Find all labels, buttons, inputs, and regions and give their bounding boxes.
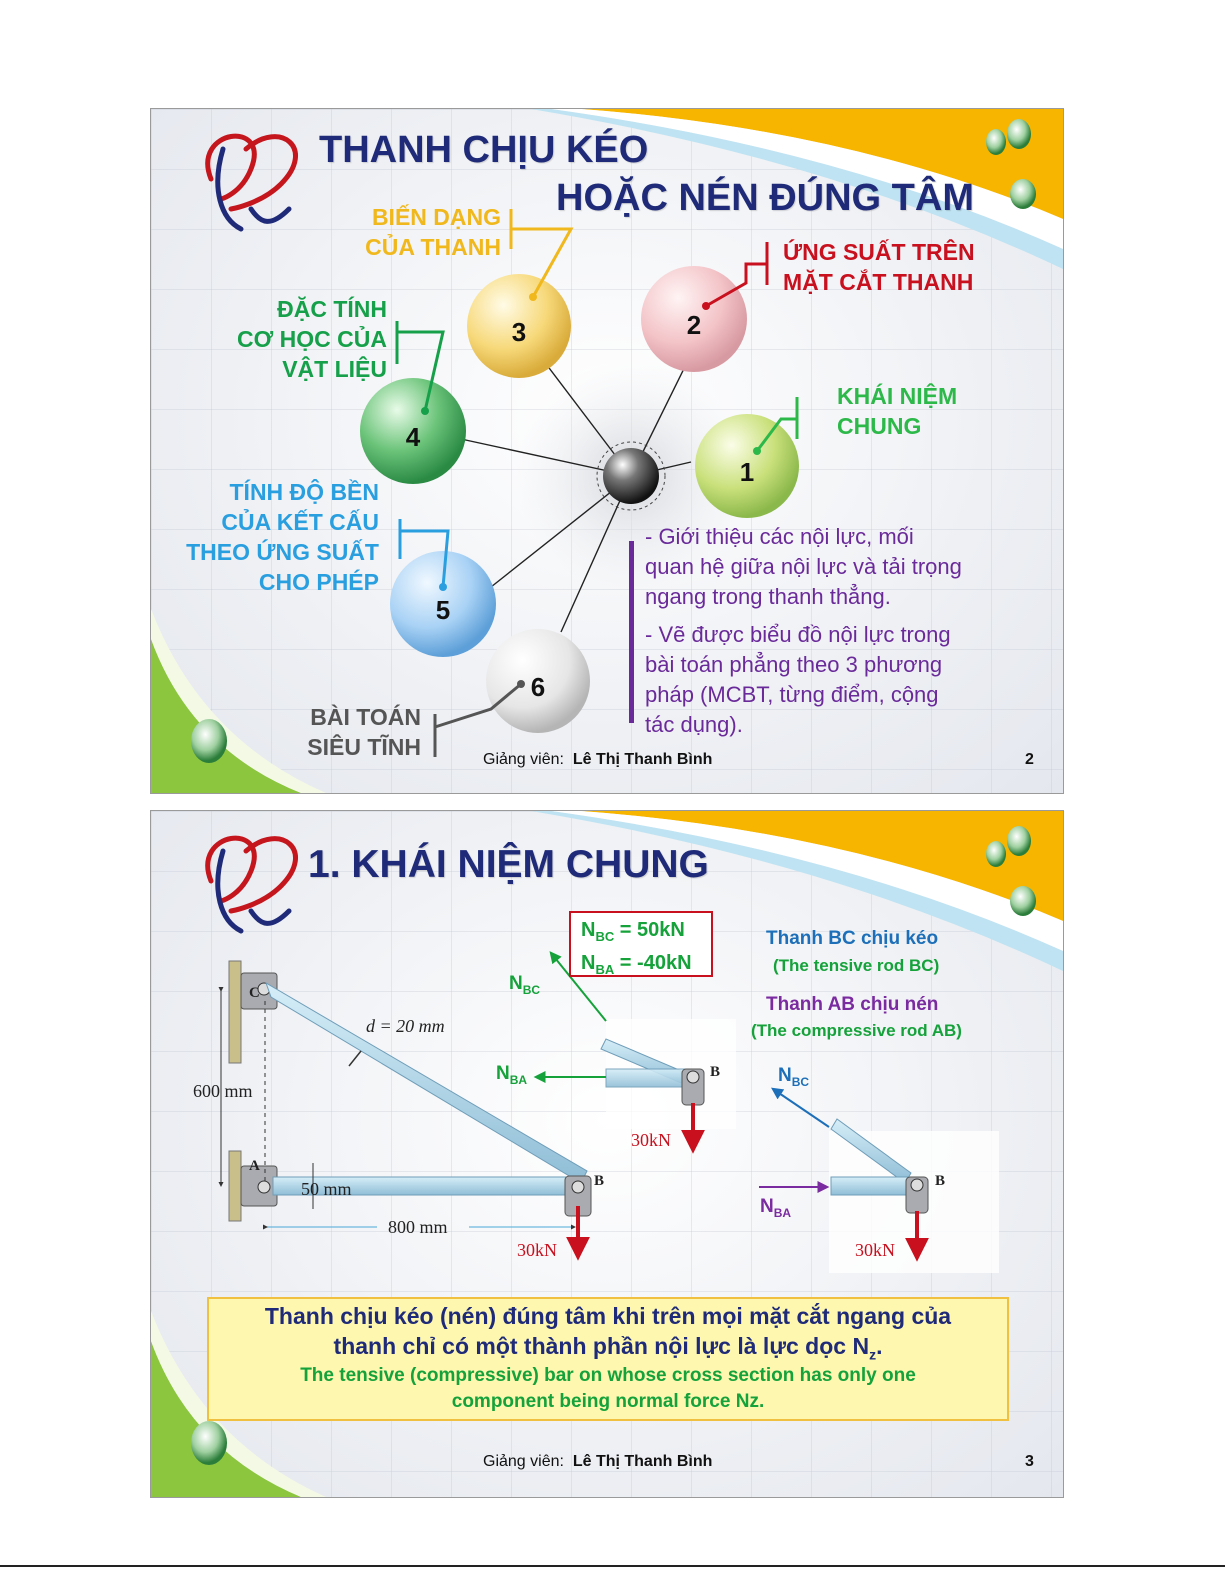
load-main: 30kN	[517, 1240, 557, 1260]
force-nba-value: $N_{BA} = -40kN$	[581, 952, 692, 977]
definition-en-line-1: The tensive (compressive) bar on whose cross section has only one	[300, 1365, 916, 1386]
forces-box	[581, 917, 692, 983]
definition-en	[208, 1363, 1008, 1415]
description-2: - Vẽ được biểu đồ nội lực trong bài toán phẳng theo 3 phương pháp (MCBT, từng điểm, cộng tác dụng).	[645, 622, 951, 737]
topic-label-3[interactable]: BIẾN DẠNG CỦA THANH	[365, 204, 501, 260]
topic-label-5[interactable]: TÍNH ĐỘ BỀN CỦA KẾT CẤU THEO ỨNG SUẤT CHO PHÉP	[186, 479, 379, 595]
point-b-right: B	[935, 1173, 946, 1189]
definition-en-line-2: component being normal force Nz.	[451, 1391, 765, 1412]
ab-compression-label: Thanh AB chịu nén	[766, 994, 939, 1015]
page-bottom-rule	[0, 1565, 1225, 1567]
slide-title: 1. KHÁI NIỆM CHUNG	[308, 843, 709, 886]
topic-label-2[interactable]: ỨNG SUẤT TRÊN MẶT CẮT THANH	[783, 239, 975, 295]
definition-vi	[208, 1301, 1008, 1370]
label-nba-right: $N_{BA}$	[760, 1196, 792, 1220]
label-nbc-right: $N_{BC}$	[778, 1065, 810, 1089]
dim-800: 800 mm	[388, 1217, 448, 1237]
dim-600: 600 mm	[193, 1081, 253, 1101]
label-nba-mid: $N_{BA}$	[496, 1063, 528, 1087]
slide-2	[150, 108, 1064, 794]
footer-name: Lê Thị Thanh Bình	[572, 751, 713, 768]
topic-label-6[interactable]: BÀI TOÁN SIÊU TĨNH	[307, 704, 421, 760]
point-a: A	[249, 1158, 260, 1174]
footer-lecturer-3	[483, 1453, 712, 1471]
load-right: 30kN	[855, 1240, 895, 1260]
slide-3	[150, 810, 1064, 1498]
topic-ball-4[interactable]: 4	[405, 421, 421, 452]
label-nbc-mid: $N_{BC}$	[509, 973, 541, 997]
point-b-main: B	[594, 1173, 605, 1189]
footer-label-3: Giảng viên:	[483, 1453, 564, 1470]
dim-diameter: d = 20 mm	[366, 1016, 445, 1036]
description-1: - Giới thiệu các nội lực, mối quan hệ giữa nội lực và tải trọng ngang trong thanh thẳng.	[645, 524, 962, 609]
footer-label: Giảng viên:	[483, 751, 564, 768]
force-nbc-value: $N_{BC} = 50kN$	[581, 919, 685, 944]
page-number-3: 3	[1025, 1453, 1034, 1470]
page-number: 2	[1025, 751, 1034, 768]
topic-ball-2[interactable]: 2	[686, 309, 702, 340]
topic-ball-1[interactable]: 1	[739, 456, 755, 487]
slide-title-line-1: THANH CHỊU KÉO	[319, 129, 649, 171]
point-b-mid: B	[710, 1064, 721, 1080]
topic-label-4[interactable]: ĐẶC TÍNH CƠ HỌC CỦA VẬT LIỆU	[237, 296, 387, 382]
topic-label-1[interactable]: KHÁI NIỆM CHUNG	[837, 383, 958, 439]
slide-title-line-2: HOẶC NÉN ĐÚNG TÂM	[556, 177, 974, 219]
ab-compression-en: (The compressive rod AB)	[751, 1021, 962, 1040]
topic-ball-3[interactable]: 3	[511, 316, 527, 347]
footer-name-3: Lê Thị Thanh Bình	[572, 1453, 713, 1470]
dim-50: 50 mm	[301, 1179, 352, 1199]
footer-lecturer	[483, 751, 712, 769]
bc-tension-label: Thanh BC chịu kéo	[766, 928, 939, 949]
load-mid: 30kN	[631, 1130, 671, 1150]
topic-ball-5[interactable]: 5	[435, 594, 451, 625]
point-c: C	[249, 985, 260, 1001]
definition-vi-line-1: Thanh chịu kéo (nén) đúng tâm khi trên mọi mặt cắt ngang của	[264, 1303, 952, 1329]
bc-tension-en: (The tensive rod BC)	[773, 956, 940, 975]
topic-ball-6[interactable]: 6	[530, 671, 546, 702]
definition-vi-line-2: thanh chỉ có một thành phần nội lực là lực dọc $N_z$.	[333, 1333, 883, 1363]
